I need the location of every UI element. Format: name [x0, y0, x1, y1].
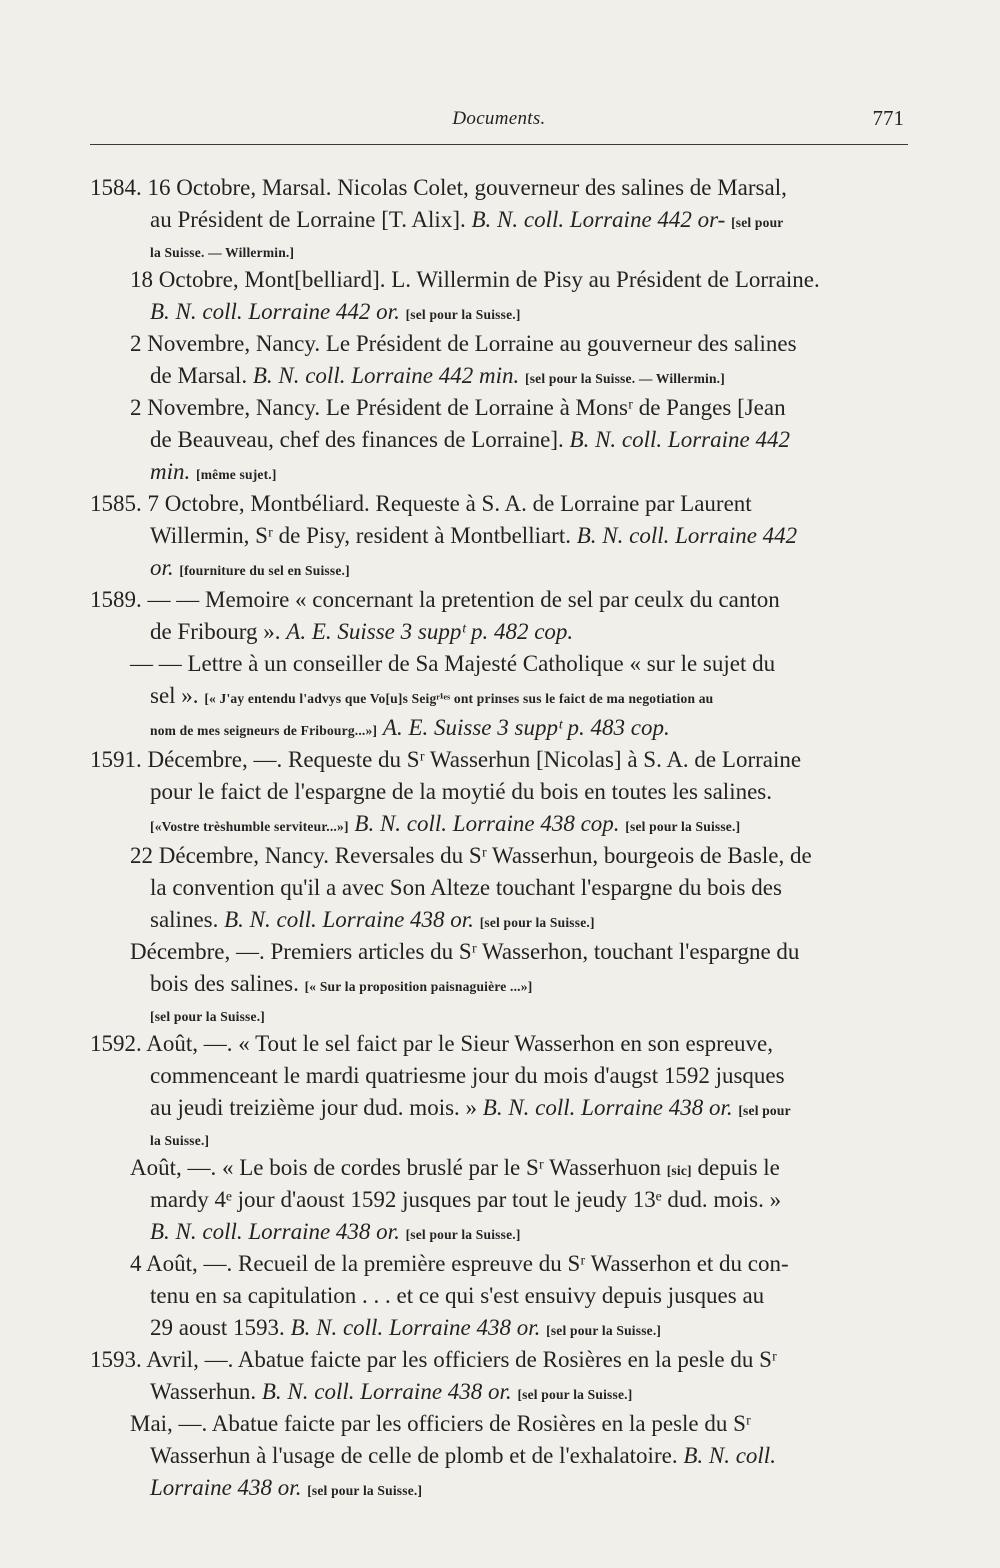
text-line: [90, 904, 908, 936]
text-line: [90, 296, 908, 328]
line-text: — — Lettre à un conseiller de Sa Majesté Catholique « sur le sujet du: [130, 651, 776, 676]
source-reference: B. N. coll. Lorraine 438 or.: [482, 1095, 733, 1120]
editorial-note: [sel pour la Suisse. — Willermin.]: [525, 371, 725, 386]
line-text: 29 aoust 1593.: [150, 1315, 291, 1340]
text-line: [90, 392, 908, 424]
editorial-note: la Suisse.]: [150, 1133, 210, 1148]
text-line: [90, 1184, 908, 1216]
source-reference: B. N. coll. Lorraine 442 min.: [252, 363, 520, 388]
source-reference: min.: [150, 459, 191, 484]
source-reference: Lorraine 438 or.: [150, 1475, 302, 1500]
text-line: [90, 1000, 908, 1028]
running-title: Documents.: [452, 108, 546, 129]
text-line: [90, 1472, 908, 1504]
text-line: [90, 1092, 908, 1124]
text-line: [90, 840, 908, 872]
text-line: [90, 584, 908, 616]
line-text: Wasserhun.: [150, 1379, 262, 1404]
source-reference: B. N. coll. Lorraine 442 or-: [471, 207, 726, 232]
editorial-note: [sel pour la Suisse.]: [625, 819, 741, 834]
line-text: 1584. 16 Octobre, Marsal. Nicolas Colet, gouverneur des salines de Marsal,: [90, 175, 787, 200]
line-text: 4 Août, —. Recueil de la première espreuve du Sʳ Wasserhon et du con-: [130, 1251, 789, 1276]
text-line: [90, 744, 908, 776]
line-text: au jeudi treizième jour dud. mois. »: [150, 1095, 483, 1120]
line-text: commenceant le mardi quatriesme jour du mois d'augst 1592 jusques: [150, 1063, 785, 1088]
editorial-note: [sic]: [666, 1163, 692, 1178]
editorial-note: la Suisse. — Willermin.]: [150, 245, 295, 260]
line-text: 1591. Décembre, —. Requeste du Sʳ Wasserhun [Nicolas] à S. A. de Lorraine: [90, 747, 802, 772]
text-line: [90, 808, 908, 840]
source-reference: A. E. Suisse 3 suppᵗ p. 482 cop.: [286, 619, 574, 644]
editorial-note: [sel pour la Suisse.]: [517, 1387, 633, 1402]
text-line: [90, 616, 908, 648]
text-line: [90, 680, 908, 712]
source-reference: B. N. coll. Lorraine 438 or.: [224, 907, 474, 932]
text-line: [90, 1124, 908, 1152]
running-header: [90, 100, 908, 145]
line-text: Août, —. « Le bois de cordes bruslé par le Sʳ Wasserhuon: [130, 1155, 667, 1180]
line-text: 1593. Avril, —. Abatue faicte par les officiers de Rosières en la pesle du Sʳ: [90, 1347, 777, 1372]
text-line: [90, 648, 908, 680]
text-line: [90, 1216, 908, 1248]
text-line: [90, 236, 908, 264]
line-text: de Beauveau, chef des finances de Lorraine].: [150, 427, 570, 452]
line-text: Décembre, —. Premiers articles du Sʳ Wasserhon, touchant l'espargne du: [130, 939, 800, 964]
editorial-note: [sel pour la Suisse.]: [546, 1323, 662, 1338]
source-reference: B. N. coll. Lorraine 442 or.: [150, 299, 400, 324]
source-reference: B. N. coll. Lorraine 442: [569, 427, 790, 452]
line-text: bois des salines.: [150, 971, 305, 996]
line-text: 22 Décembre, Nancy. Reversales du Sʳ Wasserhun, bourgeois de Basle, de: [130, 843, 812, 868]
line-text: 1585. 7 Octobre, Montbéliard. Requeste à S. A. de Lorraine par Laurent: [90, 491, 752, 516]
editorial-note: [sel pour la Suisse.]: [150, 1009, 265, 1024]
editorial-note: [sel pour la Suisse.]: [405, 1227, 521, 1242]
text-line: [90, 1440, 908, 1472]
line-text: salines.: [150, 907, 225, 932]
line-text: pour le faict de l'espargne de la moytié du bois en toutes les salines.: [150, 779, 772, 804]
source-reference: A. E. Suisse 3 suppᵗ p. 483 cop.: [382, 715, 670, 740]
text-line: [90, 1152, 908, 1184]
editorial-note: [sel pour: [731, 215, 784, 230]
source-reference: B. N. coll. Lorraine 438 or.: [150, 1219, 400, 1244]
line-text: sel ».: [150, 683, 205, 708]
line-text: 18 Octobre, Mont[belliard]. L. Willermin de Pisy au Président de Lorraine.: [130, 267, 820, 292]
line-text: 1589. — — Memoire « concernant la pretention de sel par ceulx du canton: [90, 587, 780, 612]
text-line: [90, 520, 908, 552]
editorial-note: [« Sur la proposition paisnaguière ...»]: [304, 979, 533, 994]
line-text: de Marsal.: [150, 363, 253, 388]
editorial-note: [sel pour la Suisse.]: [479, 915, 595, 930]
line-text: Mai, —. Abatue faicte par les officiers de Rosières en la pesle du Sʳ: [130, 1411, 751, 1436]
text-line: [90, 1248, 908, 1280]
text-line: [90, 172, 908, 204]
text-line: [90, 1408, 908, 1440]
line-text: la convention qu'il a avec Son Alteze touchant l'espargne du bois des: [150, 875, 782, 900]
line-text: mardy 4ᵉ jour d'aoust 1592 jusques par tout le jeudy 13ᵉ dud. mois. »: [150, 1187, 782, 1212]
source-reference: B. N. coll. Lorraine 438 or.: [261, 1379, 512, 1404]
text-line: [90, 1376, 908, 1408]
editorial-note: [«Vostre trèshumble serviteur...»]: [150, 819, 349, 834]
source-reference: B. N. coll. Lorraine 438 cop.: [354, 811, 620, 836]
text-line: [90, 360, 908, 392]
source-reference: B. N. coll. Lorraine 438 or.: [290, 1315, 541, 1340]
text-line: [90, 204, 908, 236]
document-body: [90, 172, 908, 1504]
line-text: 2 Novembre, Nancy. Le Président de Lorraine à Monsʳ de Panges [Jean: [130, 395, 786, 420]
text-line: [90, 776, 908, 808]
text-line: [90, 264, 908, 296]
source-reference: B. N. coll.: [683, 1443, 776, 1468]
text-line: [90, 424, 908, 456]
line-text: 2 Novembre, Nancy. Le Président de Lorraine au gouverneur des salines: [130, 331, 797, 356]
editorial-note: [sel pour la Suisse.]: [405, 307, 521, 322]
editorial-note: nom de mes seigneurs de Fribourg...»]: [150, 723, 378, 738]
text-line: [90, 456, 908, 488]
editorial-note: [« J'ay entendu l'advys que Vo[u]s Seigʳⁱᵉˢ ont prinses sus le faict de ma negotiation au: [204, 691, 714, 706]
line-text: de Fribourg ».: [150, 619, 287, 644]
source-reference: or.: [150, 555, 174, 580]
editorial-note: [même sujet.]: [196, 467, 277, 482]
text-line: [90, 936, 908, 968]
editorial-note: [sel pour la Suisse.]: [307, 1483, 423, 1498]
text-line: [90, 1280, 908, 1312]
source-reference: B. N. coll. Lorraine 442: [576, 523, 798, 548]
text-line: [90, 488, 908, 520]
text-line: [90, 1312, 908, 1344]
text-line: [90, 1028, 908, 1060]
line-text: depuis le: [691, 1155, 780, 1180]
line-text: au Président de Lorraine [T. Alix].: [150, 207, 472, 232]
line-text: Willermin, Sʳ de Pisy, resident à Montbelliart.: [150, 523, 577, 548]
editorial-note: [fourniture du sel en Suisse.]: [179, 563, 350, 578]
text-line: [90, 968, 908, 1000]
text-line: [90, 552, 908, 584]
text-line: [90, 712, 908, 744]
page-number: 771: [872, 106, 904, 130]
line-text: Wasserhun à l'usage de celle de plomb et de l'exhalatoire.: [150, 1443, 684, 1468]
text-line: [90, 1060, 908, 1092]
text-line: [90, 328, 908, 360]
text-line: [90, 872, 908, 904]
editorial-note: [sel pour: [738, 1103, 791, 1118]
line-text: 1592. Août, —. « Tout le sel faict par le Sieur Wasserhon en son espreuve,: [90, 1031, 773, 1056]
text-line: [90, 1344, 908, 1376]
line-text: tenu en sa capitulation . . . et ce qui s'est ensuivy depuis jusques au: [150, 1283, 765, 1308]
